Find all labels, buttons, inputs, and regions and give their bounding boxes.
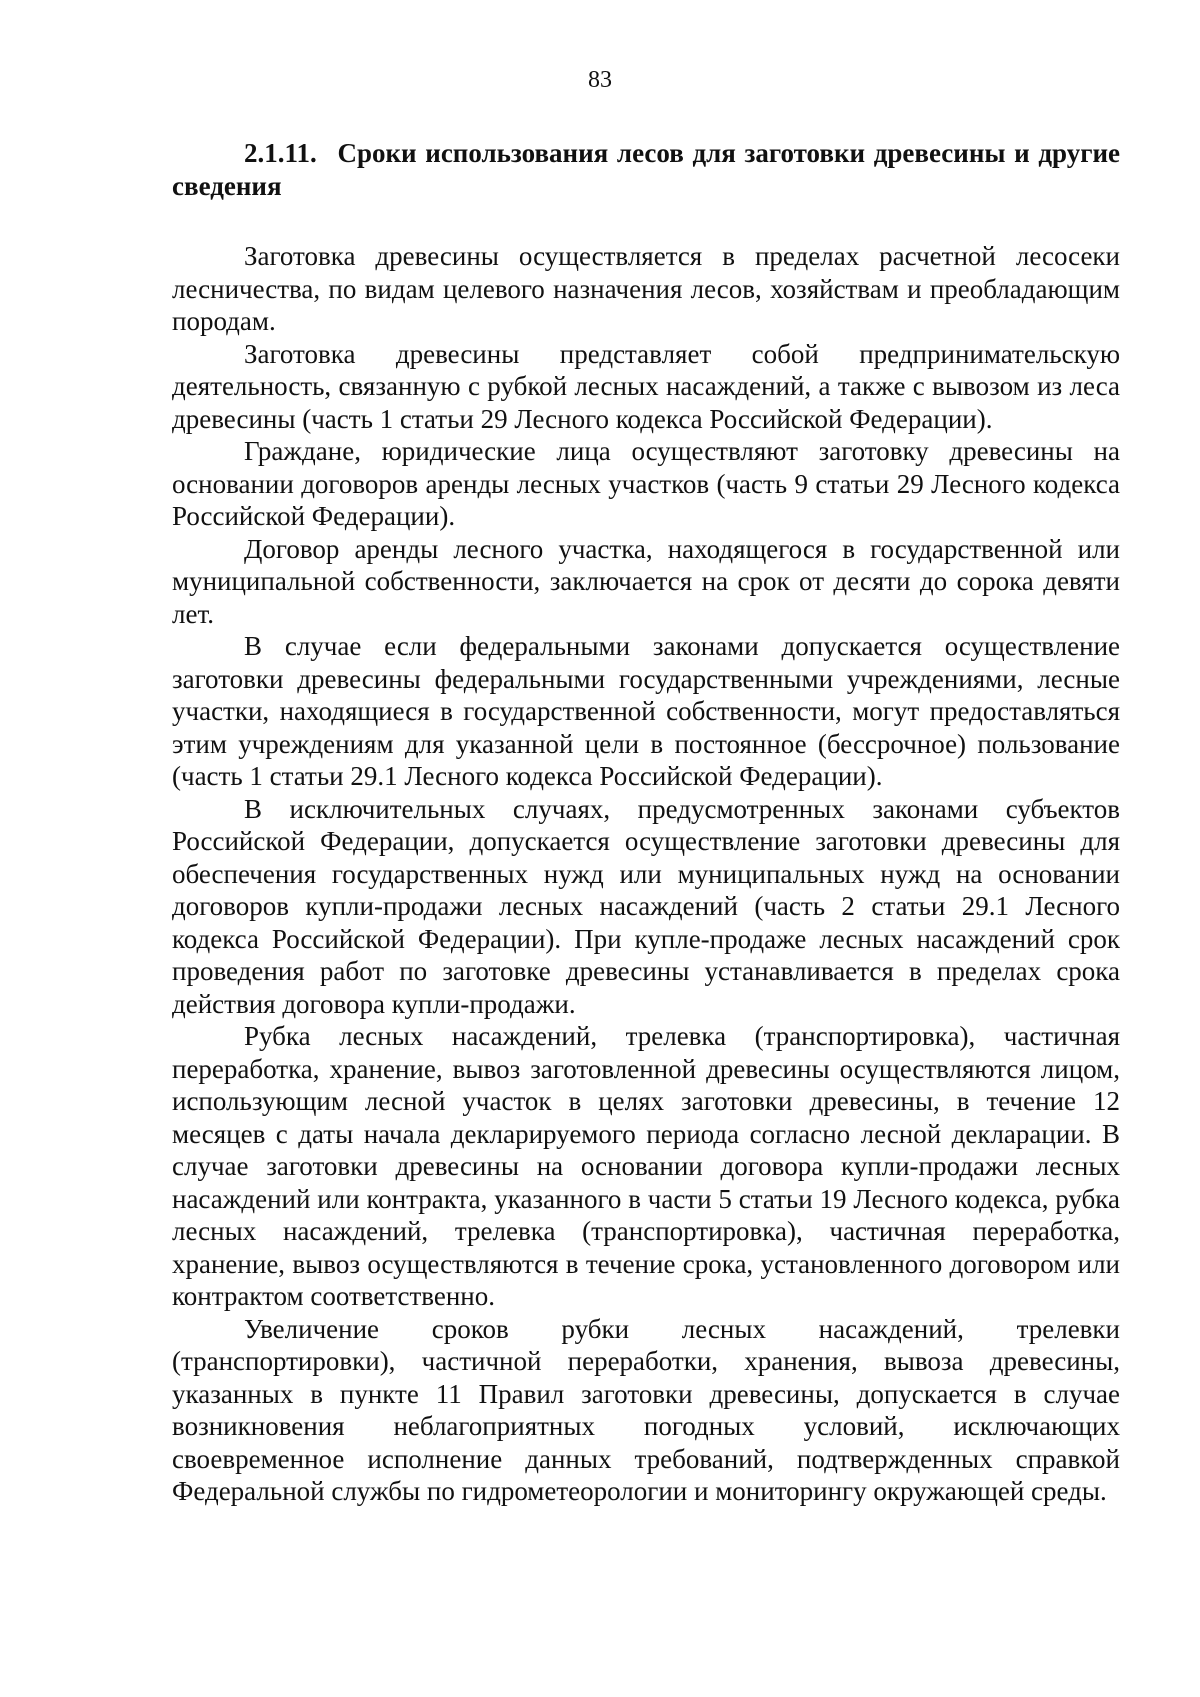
paragraph-3: Граждане, юридические лица осуществляют заготовку древесины на основании договоров аренды лесных участков (часть 9 статьи 29 Лесного кодекса Российской Федерации).: [172, 436, 1120, 531]
section-title: Сроки использования лесов для заготовки древесины и другие сведения: [172, 138, 1120, 201]
paragraph-5: В случае если федеральными законами допускается осуществление заготовки древесины федеральными государственными учреждениями, лесные участки, находящиеся в государственной собственности, могут предоставляться этим учреждениям для указанной цели в постоянное (бессрочное) пользование (часть 1 статьи 29.1 Лесного кодекса Российской Федерации).: [172, 631, 1120, 791]
document-body: [172, 137, 1120, 1508]
paragraph-1: Заготовка древесины осуществляется в пределах расчетной лесосеки лесничества, по видам целевого назначения лесов, хозяйствам и преобладающим породам.: [172, 241, 1120, 336]
section-number: 2.1.11.: [244, 138, 317, 168]
paragraph-4: Договор аренды лесного участка, находящегося в государственной или муниципальной собственности, заключается на срок от десяти до сорока девяти лет.: [172, 533, 1120, 629]
paragraph-8: Увеличение сроков рубки лесных насаждений, трелевки (транспортировки), частичной переработки, хранения, вывоза древесины, указанных в пункте 11 Правил заготовки древесины, допускается в случае возникновения неблагоприятных погодных условий, исключающих своевременное исполнение данных требований, подтвержденных справкой Федеральной службы по гидрометеорологии и мониторингу окружающей среды.: [172, 1313, 1120, 1506]
paragraph-2: Заготовка древесины представляет собой предпринимательскую деятельность, связанную с рубкой лесных насаждений, а также с вывозом из леса древесины (часть 1 статьи 29 Лесного кодекса Российской Федерации).: [172, 338, 1120, 434]
paragraph-6: В исключительных случаях, предусмотренных законами субъектов Российской Федерации, допускается осуществление заготовки древесины для обеспечения государственных нужд или муниципальных нужд на основании договоров купли-продажи лесных насаждений (часть 2 статьи 29.1 Лесного кодекса Российской Федерации). При купле-продаже лесных насаждений срок проведения работ по заготовке древесины устанавливается в пределах срока действия договора купли-продажи.: [172, 793, 1120, 1019]
section-heading: [172, 137, 1120, 202]
paragraph-7: Рубка лесных насаждений, трелевка (транспортировка), частичная переработка, хранение, вывоз заготовленной древесины осуществляются лицом, использующим лесной участок в целях заготовки древесины, в течение 12 месяцев с даты начала декларируемого периода согласно лесной декларации. В случае заготовки древесины на основании договора купли-продажи лесных насаждений или контракта, указанного в части 5 статьи 19 Лесного кодекса, рубка лесных насаждений, трелевка (транспортировка), частичная переработка, хранение, вывоз осуществляются в течение срока, установленного договором или контрактом соответственно.: [172, 1021, 1120, 1311]
page-number: 83: [588, 67, 612, 93]
